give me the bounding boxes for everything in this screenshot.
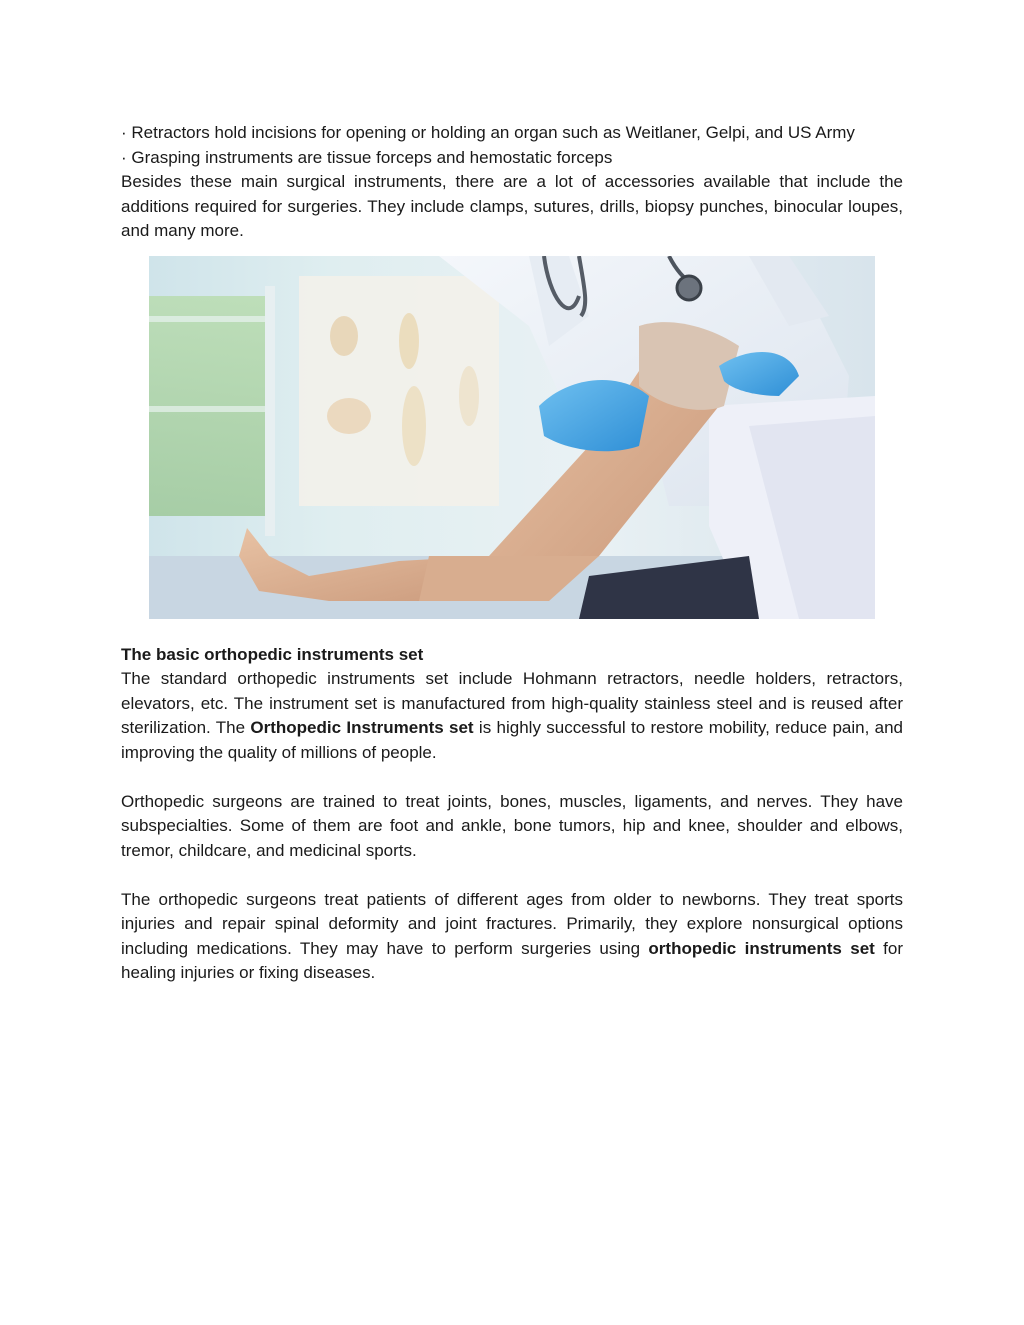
surgeons-training-paragraph: Orthopedic surgeons are trained to treat joints, bones, muscles, ligaments, and nerves. They have subspecialties. Some of them are foot and ankle, bone tumors, hip and knee, shoulder and elbows, tremor, childcare, and medicinal sports. xyxy=(121,791,903,860)
accessories-paragraph: Besides these main surgical instruments, there are a lot of accessories available that include the additions required for surgeries. They include clamps, sutures, drills, biopsy punches, binocular loupes, and many more. xyxy=(121,172,903,240)
bullet-retractors: · Retractors hold incisions for opening or holding an organ such as Weitlaner, Gelpi, and US Army xyxy=(121,123,855,142)
paragraph-text: The standard orthopedic instruments set include Hohmann retractors, needle holders, retractors, elevators, etc. The instrument set is manufactured from high-quality stainless steel and is reused after sterilization. The xyxy=(121,669,903,737)
bold-phrase: Orthopedic Instruments set xyxy=(250,718,474,737)
bullet-grasping: · Grasping instruments are tissue forceps and hemostatic forceps xyxy=(121,147,613,167)
instruments-set-paragraph xyxy=(121,667,903,765)
section-heading: The basic orthopedic instruments set xyxy=(121,644,424,664)
paragraph-text: The orthopedic surgeons treat patients of different ages from older to newborns. They treat sports injuries and repair spinal deformity and joint fractures. Primarily, they explore nonsurgical options including medications. They may have to perform surgeries using xyxy=(121,889,903,958)
paragraph-text: is highly successful to restore mobility, reduce pain, and improving the quality of millions of people. xyxy=(121,718,903,762)
document-page xyxy=(121,121,903,986)
bold-phrase: orthopedic instruments set xyxy=(648,938,875,958)
doctor-examining-knee-photo xyxy=(149,256,875,619)
surgeons-patients-paragraph xyxy=(121,888,903,986)
paragraph-text: for healing injuries or fixing diseases. xyxy=(121,938,903,982)
